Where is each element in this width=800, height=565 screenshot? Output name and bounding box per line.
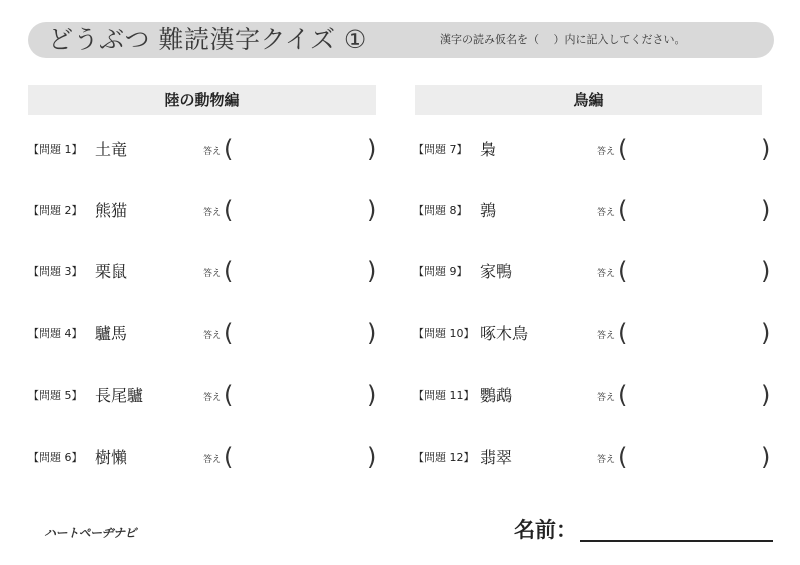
- answer-label: 答え: [597, 331, 616, 341]
- answer-label: 答え: [597, 393, 616, 403]
- question-kanji: 鸚鵡: [480, 386, 513, 405]
- question-row: [413, 259, 773, 287]
- answer-label: 答え: [597, 269, 616, 279]
- question-number: 【問題 8】: [413, 204, 468, 217]
- answer-paren-open: (: [224, 135, 234, 163]
- answer-paren-close: ): [367, 443, 377, 471]
- question-row: [28, 383, 378, 411]
- question-kanji: 鶉: [480, 201, 497, 220]
- question-kanji: 土竜: [95, 140, 128, 159]
- answer-label: 答え: [597, 208, 616, 218]
- question-kanji: 梟: [480, 140, 497, 159]
- instruction-text: 漢字の読み仮名を（ ）内に記入してください。: [440, 33, 686, 46]
- answer-label: 答え: [203, 331, 222, 341]
- answer-paren-open: (: [618, 135, 628, 163]
- answer-paren-open: (: [618, 319, 628, 347]
- answer-label: 答え: [203, 393, 222, 403]
- answer-paren-open: (: [224, 257, 234, 285]
- answer-paren-close: ): [761, 443, 771, 471]
- answer-label: 答え: [597, 147, 616, 157]
- question-number: 【問題 7】: [413, 143, 468, 156]
- question-number: 【問題 9】: [413, 265, 468, 278]
- question-row: [28, 445, 378, 473]
- question-row: [413, 445, 773, 473]
- question-kanji: 長尾驢: [95, 386, 144, 405]
- answer-label: 答え: [203, 269, 222, 279]
- question-row: [413, 383, 773, 411]
- answer-paren-open: (: [618, 381, 628, 409]
- question-row: [28, 321, 378, 349]
- question-number: 【問題 12】: [413, 451, 475, 464]
- answer-paren-close: ): [367, 135, 377, 163]
- question-number: 【問題 10】: [413, 327, 475, 340]
- page-title: どうぶつ 難読漢字クイズ ①: [48, 25, 367, 54]
- question-kanji: 栗鼠: [95, 262, 128, 281]
- answer-paren-open: (: [618, 196, 628, 224]
- question-row: [413, 198, 773, 226]
- question-kanji: 樹懶: [95, 448, 128, 467]
- answer-label: 答え: [203, 147, 222, 157]
- question-number: 【問題 4】: [28, 327, 83, 340]
- answer-paren-close: ): [761, 135, 771, 163]
- question-row: [28, 259, 378, 287]
- title-bar: [28, 22, 774, 58]
- question-kanji: 翡翠: [480, 448, 513, 467]
- answer-paren-close: ): [761, 257, 771, 285]
- section-header-birds: 鳥編: [415, 85, 762, 115]
- answer-paren-close: ): [367, 196, 377, 224]
- question-kanji: 家鴨: [480, 262, 513, 281]
- answer-label: 答え: [203, 208, 222, 218]
- name-underline: [580, 540, 773, 542]
- answer-paren-open: (: [224, 381, 234, 409]
- answer-paren-open: (: [618, 443, 628, 471]
- name-label: 名前：: [514, 518, 577, 542]
- answer-paren-open: (: [618, 257, 628, 285]
- question-number: 【問題 2】: [28, 204, 83, 217]
- answer-label: 答え: [203, 455, 222, 465]
- question-number: 【問題 11】: [413, 389, 475, 402]
- answer-paren-close: ): [761, 196, 771, 224]
- question-number: 【問題 6】: [28, 451, 83, 464]
- site-logo: ハートペーヂナビ: [44, 526, 137, 540]
- question-number: 【問題 5】: [28, 389, 83, 402]
- answer-paren-close: ): [367, 319, 377, 347]
- question-kanji: 驢馬: [95, 324, 128, 343]
- answer-paren-open: (: [224, 443, 234, 471]
- question-kanji: 啄木鳥: [480, 324, 529, 343]
- answer-paren-open: (: [224, 319, 234, 347]
- answer-paren-close: ): [367, 381, 377, 409]
- answer-paren-close: ): [367, 257, 377, 285]
- answer-paren-open: (: [224, 196, 234, 224]
- question-number: 【問題 3】: [28, 265, 83, 278]
- section-header-land-animals: 陸の動物編: [28, 85, 376, 115]
- answer-paren-close: ): [761, 381, 771, 409]
- question-number: 【問題 1】: [28, 143, 83, 156]
- question-kanji: 熊猫: [95, 201, 128, 220]
- answer-label: 答え: [597, 455, 616, 465]
- question-row: [28, 137, 378, 165]
- question-row: [28, 198, 378, 226]
- answer-paren-close: ): [761, 319, 771, 347]
- question-row: [413, 321, 773, 349]
- question-row: [413, 137, 773, 165]
